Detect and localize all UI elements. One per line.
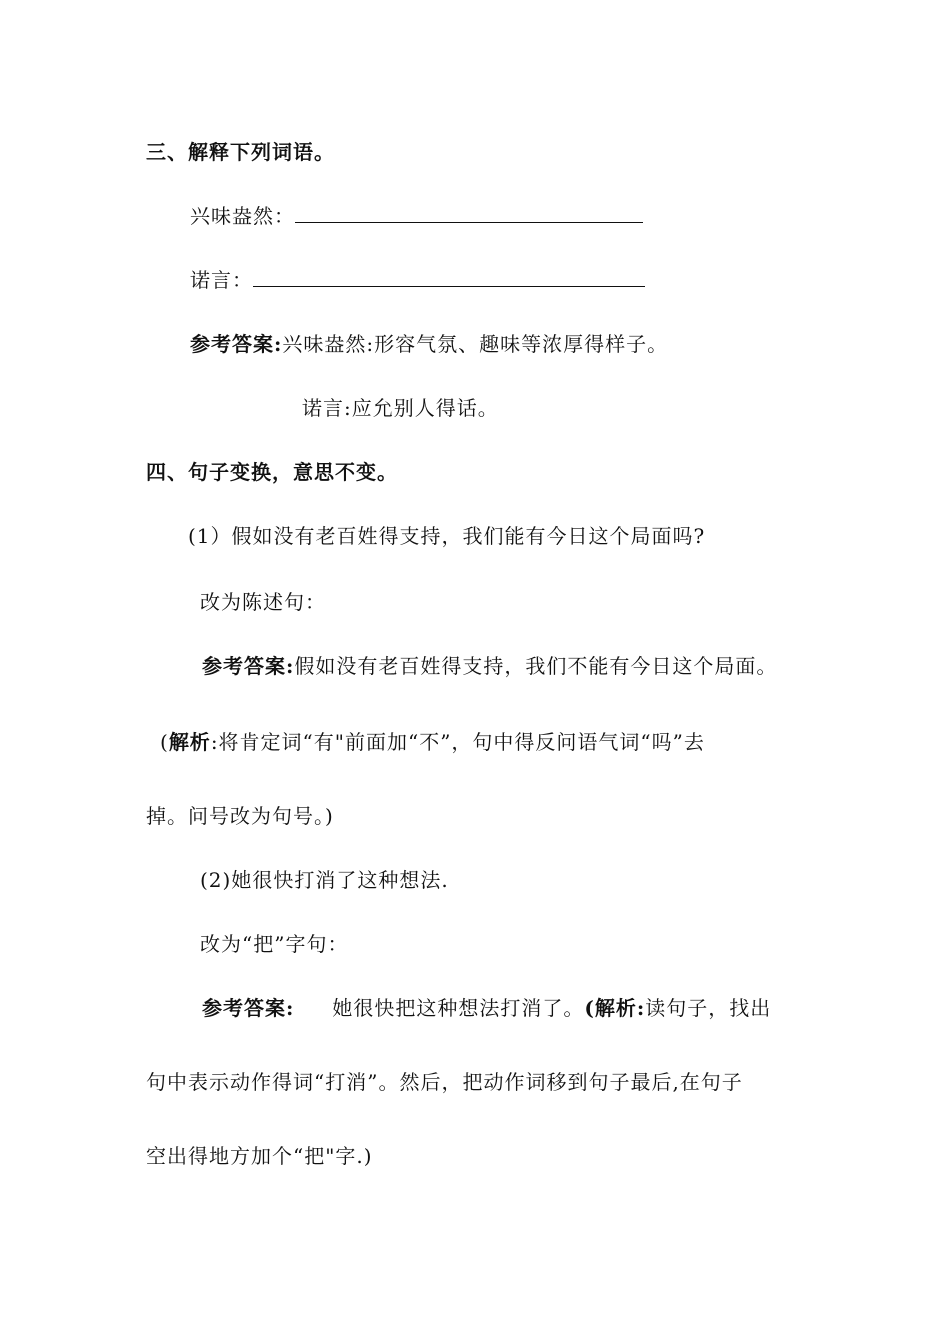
question-2-task: 改为“把”字句： bbox=[200, 932, 349, 956]
analysis-text: :将肯定词“有"前面加“不”，句中得反问语气词“吗”去 bbox=[210, 730, 705, 754]
analysis-text: 读句子，找出 bbox=[645, 996, 772, 1020]
question-nuoyan bbox=[190, 266, 645, 294]
answer-text: 假如没有老百姓得支持，我们不能有今日这个局面。 bbox=[294, 654, 778, 678]
question-label: 诺言： bbox=[190, 268, 253, 292]
answer-label: 参考答案: bbox=[202, 996, 295, 1020]
answer-label: 参考答案: bbox=[190, 332, 283, 356]
question-2-analysis-end: 空出得地方加个“把"字.) bbox=[146, 1144, 373, 1168]
answer-1 bbox=[190, 330, 668, 358]
answer-label: 参考答案: bbox=[202, 654, 295, 678]
question-label: 兴味盎然： bbox=[190, 204, 295, 228]
answer-2: 诺言:应允别人得话。 bbox=[302, 396, 499, 420]
section-3-heading: 三、解释下列词语。 bbox=[146, 140, 335, 164]
question-2-answer bbox=[202, 994, 771, 1022]
answer-blank bbox=[295, 204, 643, 223]
question-1-answer bbox=[202, 652, 777, 680]
paren: ( bbox=[584, 996, 595, 1020]
question-2: (2)她很快打消了这种想法. bbox=[200, 868, 449, 892]
question-1: (1）假如没有老百姓得支持，我们能有今日这个局面吗? bbox=[188, 524, 706, 548]
answer-blank bbox=[253, 268, 645, 287]
paren: ( bbox=[160, 730, 169, 754]
analysis-label: 解析: bbox=[594, 996, 646, 1020]
question-1-task: 改为陈述句： bbox=[200, 590, 326, 614]
analysis-label: 解析 bbox=[168, 730, 211, 754]
section-4-heading: 四、句子变换，意思不变。 bbox=[146, 460, 398, 484]
question-1-analysis bbox=[160, 728, 705, 756]
question-xingwei-angran bbox=[190, 202, 643, 230]
answer-text: 兴味盎然:形容气氛、趣味等浓厚得样子。 bbox=[282, 332, 669, 356]
question-2-analysis-cont: 句中表示动作得词“打消”。然后，把动作词移到句子最后,在句子 bbox=[146, 1070, 743, 1094]
question-1-analysis-cont: 掉。问号改为句号。) bbox=[146, 804, 334, 828]
answer-text: 她很快把这种想法打消了。 bbox=[332, 996, 585, 1020]
